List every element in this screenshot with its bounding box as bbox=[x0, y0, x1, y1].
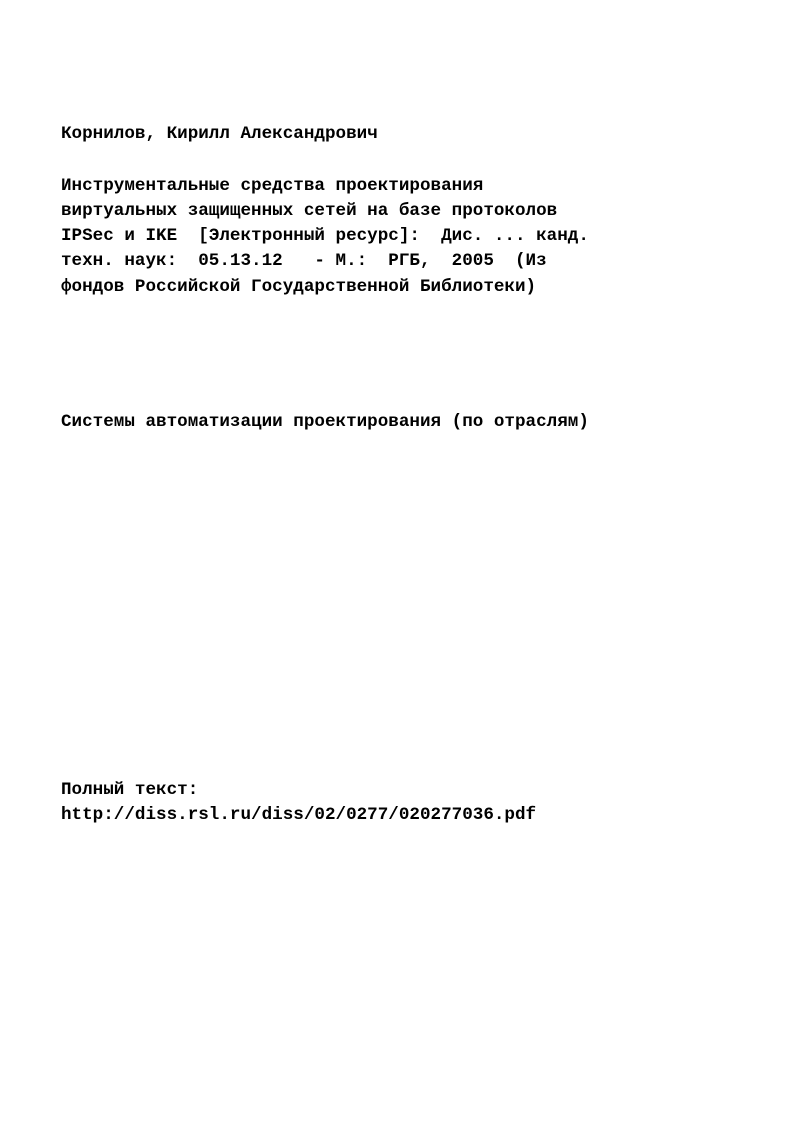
title-line-5: фондов Российской Государственной Библиотеки) bbox=[61, 277, 537, 297]
title-line-1: Инструментальные средства проектирования bbox=[61, 176, 484, 196]
title-line-4: техн. наук: 05.13.12 - М.: РГБ, 2005 (Из bbox=[61, 251, 547, 271]
title-line-3: IPSec и IKE [Электронный ресурс]: Дис. ... канд. bbox=[61, 226, 589, 246]
title-line-2: виртуальных защищенных сетей на базе протоколов bbox=[61, 201, 558, 221]
specialty: Системы автоматизации проектирования (по отраслям) bbox=[61, 412, 589, 432]
author-name: Корнилов, Кирилл Александрович bbox=[61, 124, 378, 144]
full-text-label: Полный текст: bbox=[61, 780, 199, 800]
full-text-url[interactable]: http://diss.rsl.ru/diss/02/0277/020277036.pdf bbox=[61, 805, 537, 825]
